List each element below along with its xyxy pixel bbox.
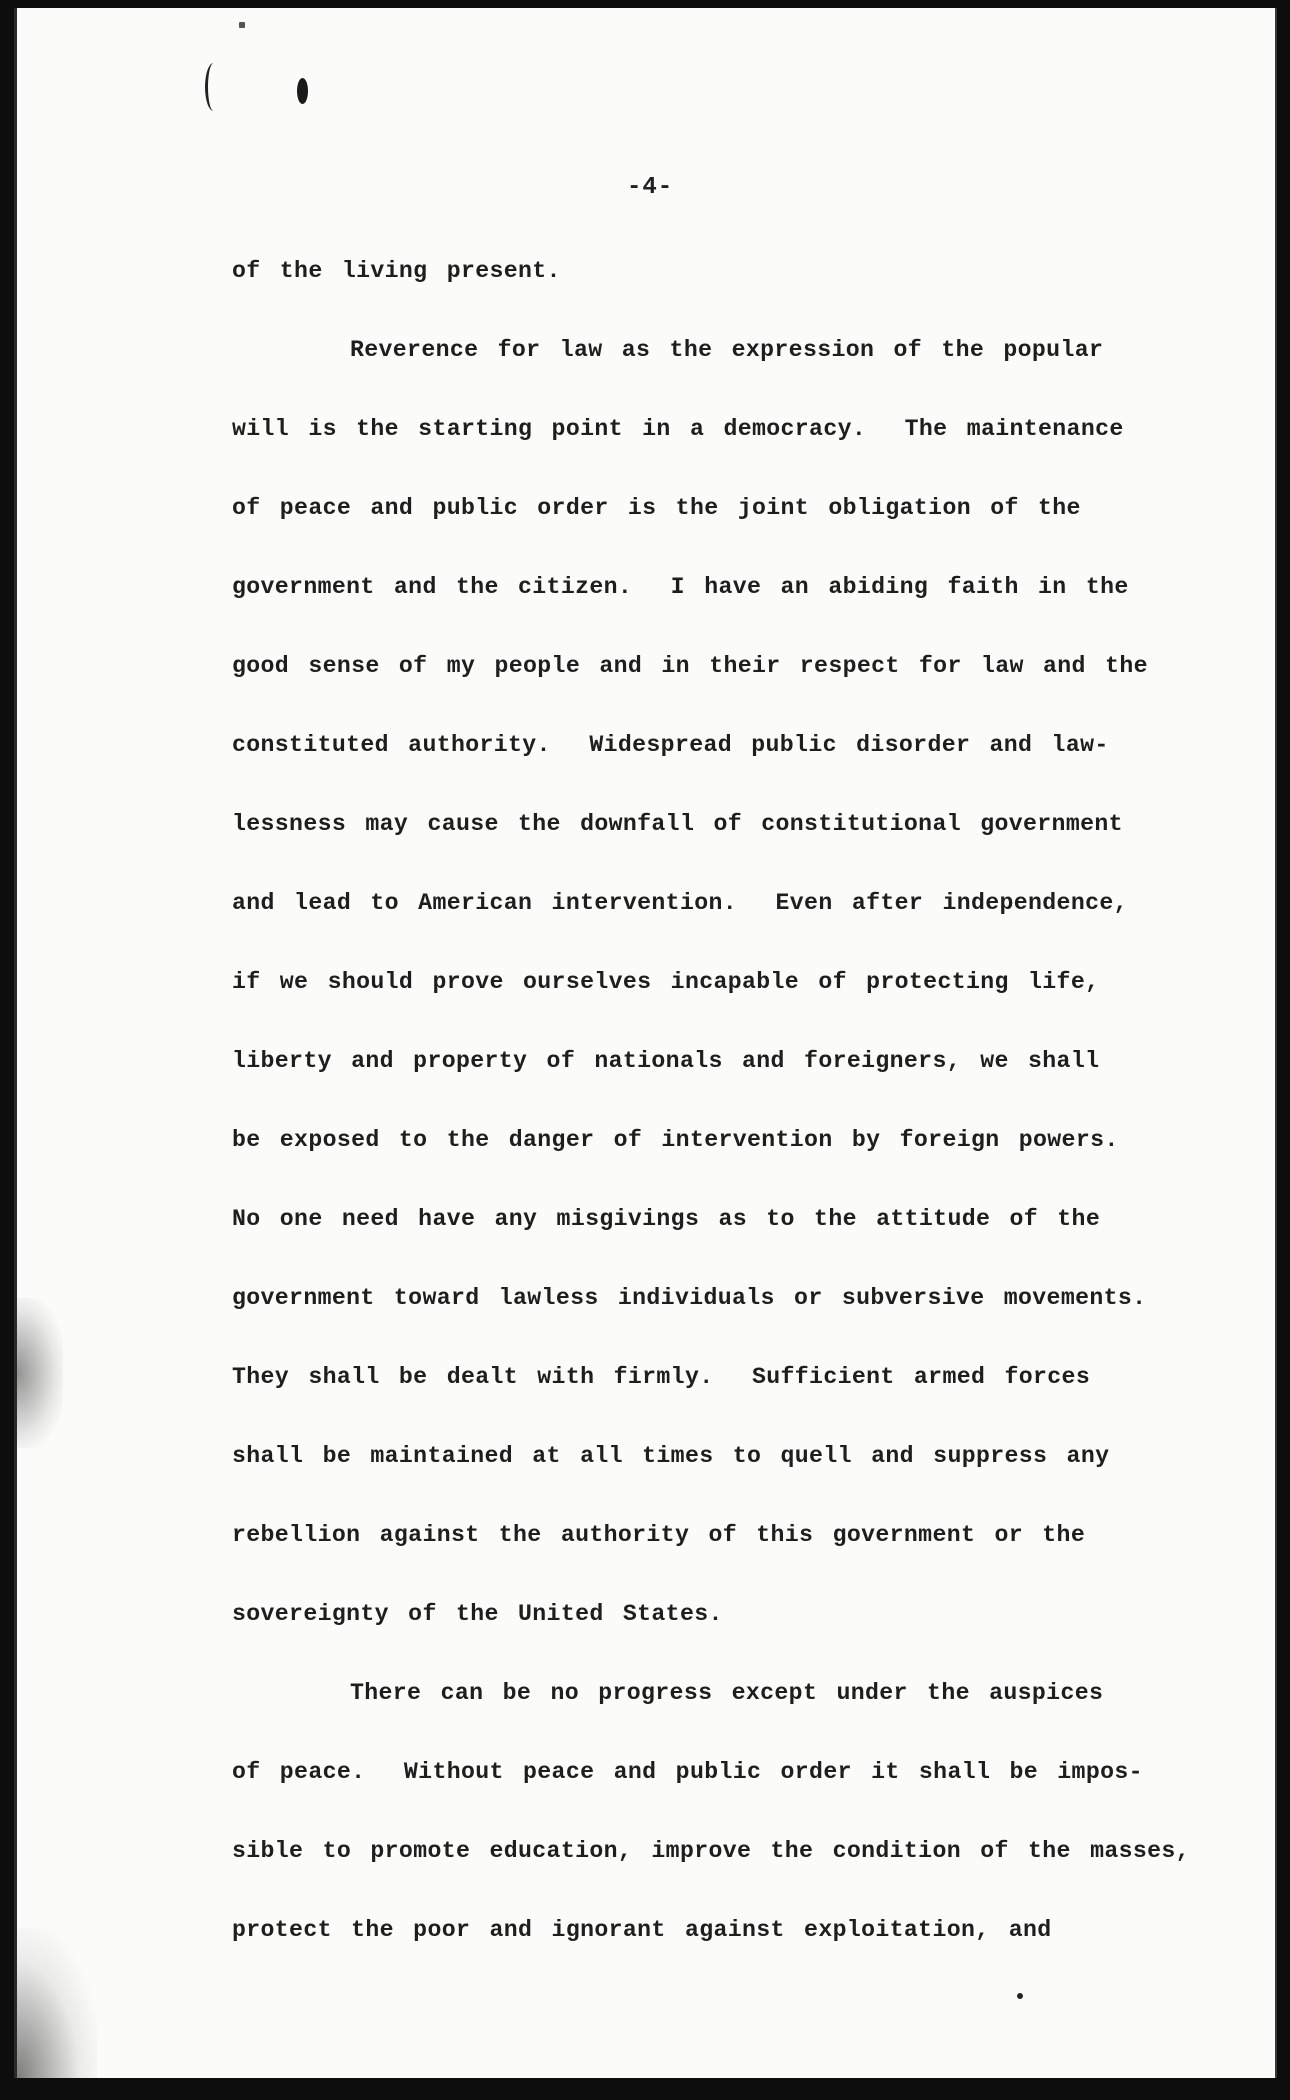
scan-smudge	[17, 1928, 97, 2078]
text-line: liberty and property of nationals and foreigners, we shall	[232, 1048, 1100, 1074]
text-line: good sense of my people and in their respect for law and the	[232, 653, 1148, 679]
text-line: government toward lawless individuals or subversive movements.	[232, 1285, 1147, 1311]
text-line: and lead to American intervention. Even after independence,	[232, 890, 1128, 916]
text-line: They shall be dealt with firmly. Sufficient armed forces	[232, 1364, 1091, 1390]
text-line: constituted authority. Widespread public disorder and law-	[232, 732, 1109, 758]
typed-body-text	[232, 251, 1232, 1989]
ink-speck	[1017, 1993, 1023, 1999]
text-line: of peace and public order is the joint obligation of the	[232, 495, 1081, 521]
text-line: sovereignty of the United States.	[232, 1601, 723, 1627]
text-line: of peace. Without peace and public order it shall be impos-	[232, 1759, 1143, 1785]
text-line: protect the poor and ignorant against exploitation, and	[232, 1917, 1052, 1943]
text-line: will is the starting point in a democracy. The maintenance	[232, 416, 1124, 442]
scan-smudge	[17, 1298, 63, 1448]
text-line: government and the citizen. I have an abiding faith in the	[232, 574, 1129, 600]
ink-speck	[239, 22, 245, 28]
text-line: of the living present.	[232, 258, 561, 284]
text-line: be exposed to the danger of intervention by foreign powers.	[232, 1127, 1119, 1153]
text-line: Reverence for law as the expression of the popular	[350, 337, 1104, 363]
text-line: There can be no progress except under the auspices	[350, 1680, 1104, 1706]
ink-blot	[297, 78, 308, 104]
document-page	[14, 8, 1277, 2078]
text-line: sible to promote education, improve the condition of the masses,	[232, 1838, 1190, 1864]
text-line: lessness may cause the downfall of constitutional government	[232, 811, 1123, 837]
page-number: -4-	[627, 174, 674, 201]
text-line: if we should prove ourselves incapable of protecting life,	[232, 969, 1100, 995]
text-line: shall be maintained at all times to quell and suppress any	[232, 1443, 1110, 1469]
text-line: No one need have any misgivings as to the attitude of the	[232, 1206, 1101, 1232]
text-line: rebellion against the authority of this government or the	[232, 1522, 1086, 1548]
handwritten-mark	[205, 63, 222, 111]
